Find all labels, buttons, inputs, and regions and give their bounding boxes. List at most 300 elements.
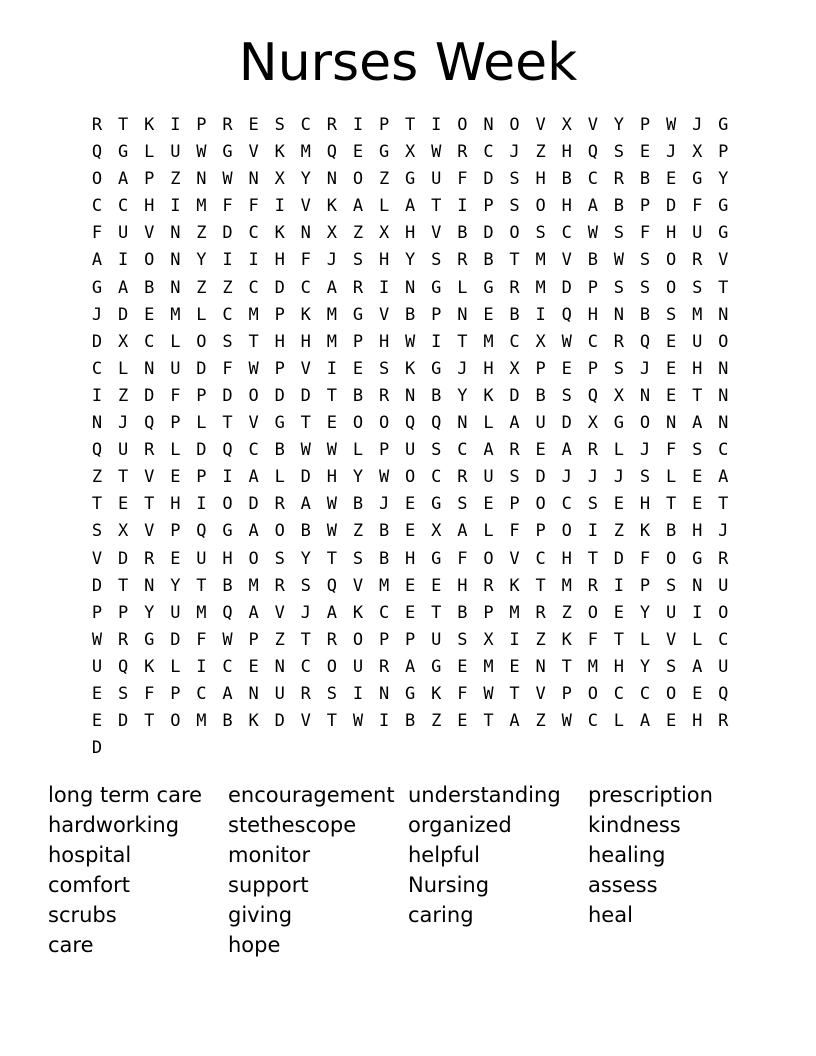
grid-letter[interactable]: J — [326, 250, 338, 271]
grid-letter[interactable]: P — [639, 115, 651, 135]
grid-letter[interactable]: D — [483, 223, 494, 244]
grid-letter[interactable]: I — [378, 277, 390, 298]
grid-letter[interactable]: I — [613, 575, 625, 596]
grid-letter[interactable]: J — [587, 467, 598, 488]
grid-letter[interactable]: B — [300, 521, 311, 542]
grid-letter[interactable]: A — [639, 711, 651, 732]
grid-letter[interactable]: L — [692, 629, 703, 650]
grid-letter[interactable]: O — [718, 331, 729, 352]
grid-letter[interactable]: C — [91, 196, 103, 217]
grid-letter[interactable]: J — [639, 440, 651, 461]
grid-letter[interactable]: I — [91, 385, 103, 406]
grid-letter[interactable]: J — [561, 467, 572, 488]
grid-letter[interactable]: O — [665, 548, 677, 569]
grid-letter[interactable]: Z — [222, 277, 233, 298]
grid-letter[interactable]: Q — [587, 142, 598, 163]
grid-letter[interactable]: E — [118, 494, 129, 515]
grid-letter[interactable]: N — [248, 169, 259, 190]
grid-letter[interactable]: D — [118, 304, 129, 325]
grid-letter[interactable]: G — [431, 358, 442, 379]
grid-letter[interactable]: E — [535, 440, 546, 461]
grid-letter[interactable]: L — [170, 331, 181, 352]
grid-letter[interactable]: X — [274, 169, 285, 190]
grid-letter[interactable]: I — [118, 250, 129, 271]
grid-letter[interactable]: W — [326, 494, 338, 515]
grid-letter[interactable]: V — [535, 683, 546, 704]
grid-letter[interactable]: P — [274, 304, 285, 325]
grid-letter[interactable]: I — [431, 331, 442, 352]
grid-letter[interactable]: I — [170, 196, 181, 217]
grid-letter[interactable]: R — [378, 656, 390, 677]
grid-letter[interactable]: B — [405, 711, 416, 732]
grid-letter[interactable]: U — [118, 440, 129, 461]
grid-letter[interactable]: L — [196, 413, 207, 434]
grid-letter[interactable]: W — [222, 169, 233, 190]
grid-letter[interactable]: C — [378, 602, 390, 623]
grid-letter[interactable]: G — [431, 548, 442, 569]
grid-letter[interactable]: P — [718, 142, 729, 163]
grid-letter[interactable]: X — [326, 223, 338, 244]
grid-letter[interactable]: K — [639, 521, 651, 542]
grid-letter[interactable]: S — [639, 277, 651, 298]
grid-letter[interactable]: A — [405, 196, 416, 217]
grid-letter[interactable]: J — [378, 494, 390, 515]
grid-letter[interactable]: D — [222, 223, 233, 244]
grid-letter[interactable]: G — [692, 169, 703, 190]
grid-letter[interactable]: W — [561, 711, 572, 732]
grid-letter[interactable]: D — [222, 385, 233, 406]
grid-letter[interactable]: G — [118, 142, 129, 163]
grid-letter[interactable]: R — [692, 250, 703, 271]
grid-letter[interactable]: E — [692, 494, 703, 515]
grid-letter[interactable]: H — [692, 711, 703, 732]
grid-letter[interactable]: F — [248, 196, 259, 217]
grid-letter[interactable]: C — [196, 683, 207, 704]
grid-letter[interactable]: T — [326, 711, 338, 732]
grid-letter[interactable]: X — [692, 142, 703, 163]
grid-letter[interactable]: F — [170, 385, 181, 406]
grid-letter[interactable]: B — [274, 440, 285, 461]
grid-letter[interactable]: D — [118, 548, 129, 569]
grid-letter[interactable]: T — [692, 385, 703, 406]
grid-letter[interactable]: M — [196, 196, 207, 217]
grid-letter[interactable]: G — [431, 494, 442, 515]
grid-letter[interactable]: C — [222, 304, 233, 325]
grid-letter[interactable]: T — [248, 331, 259, 352]
grid-letter[interactable]: S — [613, 358, 625, 379]
grid-letter[interactable]: R — [457, 142, 468, 163]
grid-letter[interactable]: N — [718, 358, 729, 379]
grid-letter[interactable]: E — [561, 358, 572, 379]
grid-letter[interactable]: N — [665, 413, 677, 434]
grid-letter[interactable]: D — [561, 277, 572, 298]
grid-letter[interactable]: B — [352, 494, 364, 515]
grid-letter[interactable]: T — [300, 629, 311, 650]
grid-letter[interactable]: Y — [352, 467, 364, 488]
grid-letter[interactable]: I — [170, 115, 181, 135]
grid-letter[interactable]: O — [326, 656, 338, 677]
grid-letter[interactable]: J — [118, 413, 129, 434]
grid-letter[interactable]: N — [300, 223, 311, 244]
grid-letter[interactable]: H — [613, 656, 625, 677]
grid-letter[interactable]: S — [352, 548, 364, 569]
grid-letter[interactable]: V — [248, 413, 259, 434]
grid-letter[interactable]: O — [248, 385, 259, 406]
grid-letter[interactable]: V — [300, 358, 311, 379]
grid-letter[interactable]: Z — [196, 277, 207, 298]
grid-letter[interactable]: U — [352, 656, 364, 677]
grid-letter[interactable]: C — [509, 331, 520, 352]
grid-letter[interactable]: E — [91, 683, 103, 704]
grid-letter[interactable]: L — [118, 358, 129, 379]
grid-letter[interactable]: M — [326, 331, 338, 352]
grid-letter[interactable]: M — [509, 602, 520, 623]
grid-letter[interactable]: P — [196, 385, 207, 406]
grid-letter[interactable]: P — [196, 467, 207, 488]
grid-letter[interactable]: E — [457, 711, 468, 732]
grid-letter[interactable]: M — [535, 250, 546, 271]
grid-letter[interactable]: A — [300, 494, 311, 515]
grid-letter[interactable]: O — [483, 548, 494, 569]
grid-letter[interactable]: T — [431, 602, 442, 623]
grid-letter[interactable]: L — [665, 467, 677, 488]
grid-letter[interactable]: G — [222, 142, 233, 163]
grid-letter[interactable]: A — [222, 683, 233, 704]
grid-letter[interactable]: E — [170, 548, 181, 569]
grid-letter[interactable]: S — [639, 467, 651, 488]
grid-letter[interactable]: E — [665, 331, 677, 352]
grid-letter[interactable]: K — [144, 115, 155, 135]
grid-letter[interactable]: L — [196, 304, 207, 325]
grid-letter[interactable]: H — [378, 250, 390, 271]
grid-letter[interactable]: W — [378, 467, 390, 488]
grid-letter[interactable]: A — [326, 277, 338, 298]
grid-letter[interactable]: Z — [535, 142, 546, 163]
grid-letter[interactable]: O — [405, 467, 416, 488]
grid-letter[interactable]: M — [587, 656, 598, 677]
grid-letter[interactable]: Z — [170, 169, 181, 190]
grid-letter[interactable]: D — [274, 277, 285, 298]
grid-letter[interactable]: B — [561, 169, 572, 190]
grid-letter[interactable]: H — [222, 548, 233, 569]
grid-letter[interactable]: V — [561, 250, 572, 271]
grid-letter[interactable]: T — [457, 331, 468, 352]
grid-letter[interactable]: R — [326, 115, 338, 135]
grid-letter[interactable]: A — [561, 440, 572, 461]
grid-letter[interactable]: E — [509, 656, 520, 677]
grid-letter[interactable]: A — [248, 521, 259, 542]
grid-letter[interactable]: T — [535, 575, 546, 596]
grid-letter[interactable]: K — [405, 358, 416, 379]
grid-letter[interactable]: O — [352, 413, 364, 434]
grid-letter[interactable]: S — [91, 521, 103, 542]
grid-letter[interactable]: L — [144, 142, 155, 163]
grid-letter[interactable]: W — [665, 115, 677, 135]
grid-letter[interactable]: C — [587, 331, 598, 352]
grid-letter[interactable]: V — [718, 250, 729, 271]
grid-letter[interactable]: E — [665, 385, 677, 406]
grid-letter[interactable]: N — [170, 277, 181, 298]
grid-letter[interactable]: U — [170, 142, 181, 163]
grid-letter[interactable]: E — [248, 656, 259, 677]
grid-letter[interactable]: N — [170, 223, 181, 244]
grid-letter[interactable]: U — [692, 223, 703, 244]
grid-letter[interactable]: C — [300, 115, 311, 135]
grid-letter[interactable]: I — [274, 196, 285, 217]
grid-letter[interactable]: D — [248, 494, 259, 515]
grid-letter[interactable]: B — [144, 277, 155, 298]
grid-letter[interactable]: W — [196, 142, 207, 163]
grid-letter[interactable]: T — [326, 548, 338, 569]
grid-letter[interactable]: G — [483, 277, 494, 298]
grid-letter[interactable]: A — [692, 413, 703, 434]
grid-letter[interactable]: P — [483, 196, 494, 217]
grid-letter[interactable]: N — [274, 656, 285, 677]
grid-letter[interactable]: I — [196, 656, 207, 677]
grid-letter[interactable]: H — [535, 169, 546, 190]
grid-letter[interactable]: X — [483, 629, 494, 650]
grid-letter[interactable]: J — [613, 467, 625, 488]
grid-letter[interactable]: P — [535, 358, 546, 379]
grid-letter[interactable]: U — [718, 656, 729, 677]
grid-letter[interactable]: U — [170, 358, 181, 379]
grid-letter[interactable]: J — [91, 304, 103, 325]
grid-letter[interactable]: N — [718, 304, 729, 325]
grid-letter[interactable]: C — [561, 494, 572, 515]
grid-letter[interactable]: C — [587, 711, 598, 732]
grid-letter[interactable]: B — [405, 304, 416, 325]
grid-letter[interactable]: V — [300, 711, 311, 732]
grid-letter[interactable]: I — [457, 196, 468, 217]
grid-letter[interactable]: L — [613, 711, 625, 732]
grid-letter[interactable]: J — [300, 602, 311, 623]
grid-letter[interactable]: C — [248, 223, 259, 244]
grid-letter[interactable]: W — [561, 331, 572, 352]
grid-letter[interactable]: O — [91, 169, 103, 190]
grid-letter[interactable]: C — [535, 548, 546, 569]
grid-letter[interactable]: P — [248, 629, 259, 650]
grid-letter[interactable]: X — [561, 115, 572, 135]
grid-letter[interactable]: E — [431, 575, 442, 596]
grid-letter[interactable]: Z — [431, 711, 442, 732]
grid-letter[interactable]: E — [665, 358, 677, 379]
grid-letter[interactable]: G — [378, 142, 390, 163]
grid-letter[interactable]: N — [692, 575, 703, 596]
grid-letter[interactable]: G — [718, 196, 729, 217]
grid-letter[interactable]: C — [587, 169, 598, 190]
grid-letter[interactable]: F — [457, 548, 468, 569]
grid-letter[interactable]: A — [509, 413, 520, 434]
grid-letter[interactable]: A — [457, 521, 468, 542]
grid-letter[interactable]: S — [222, 331, 233, 352]
grid-letter[interactable]: Q — [91, 440, 103, 461]
grid-letter[interactable]: R — [718, 711, 729, 732]
grid-letter[interactable]: T — [405, 115, 416, 135]
grid-letter[interactable]: R — [144, 440, 155, 461]
grid-letter[interactable]: X — [118, 521, 129, 542]
grid-letter[interactable]: R — [613, 331, 625, 352]
grid-letter[interactable]: Y — [457, 385, 468, 406]
grid-letter[interactable]: K — [352, 602, 364, 623]
grid-letter[interactable]: S — [457, 629, 468, 650]
grid-letter[interactable]: Z — [613, 521, 625, 542]
grid-letter[interactable]: R — [509, 277, 520, 298]
grid-letter[interactable]: O — [352, 169, 364, 190]
grid-letter[interactable]: D — [196, 358, 207, 379]
grid-letter[interactable]: J — [509, 142, 520, 163]
grid-letter[interactable]: S — [692, 440, 703, 461]
grid-letter[interactable]: H — [405, 223, 416, 244]
grid-letter[interactable]: C — [718, 440, 729, 461]
grid-letter[interactable]: N — [378, 683, 390, 704]
grid-letter[interactable]: E — [405, 521, 416, 542]
grid-letter[interactable]: R — [509, 440, 520, 461]
grid-letter[interactable]: K — [326, 196, 338, 217]
grid-letter[interactable]: E — [613, 494, 625, 515]
grid-letter[interactable]: Q — [639, 331, 651, 352]
grid-letter[interactable]: B — [378, 521, 390, 542]
grid-letter[interactable]: S — [509, 169, 520, 190]
grid-letter[interactable]: M — [300, 142, 311, 163]
grid-letter[interactable]: Y — [613, 115, 625, 135]
grid-letter[interactable]: Q — [91, 142, 103, 163]
grid-letter[interactable]: P — [196, 115, 207, 135]
grid-letter[interactable]: J — [692, 115, 703, 135]
grid-letter[interactable]: S — [665, 656, 677, 677]
grid-letter[interactable]: B — [352, 385, 364, 406]
grid-letter[interactable]: Q — [196, 521, 207, 542]
grid-letter[interactable]: Y — [639, 602, 651, 623]
grid-letter[interactable]: M — [561, 575, 572, 596]
grid-letter[interactable]: U — [118, 223, 129, 244]
grid-letter[interactable]: S — [300, 575, 311, 596]
grid-letter[interactable]: P — [378, 440, 390, 461]
grid-letter[interactable]: M — [196, 602, 207, 623]
grid-letter[interactable]: Q — [144, 413, 155, 434]
grid-letter[interactable]: U — [535, 413, 546, 434]
grid-letter[interactable]: H — [170, 494, 181, 515]
grid-letter[interactable]: T — [718, 277, 729, 298]
grid-letter[interactable]: Y — [170, 575, 181, 596]
grid-letter[interactable]: R — [457, 467, 468, 488]
grid-letter[interactable]: A — [326, 602, 338, 623]
grid-letter[interactable]: B — [587, 250, 598, 271]
grid-letter[interactable]: A — [692, 656, 703, 677]
grid-letter[interactable]: O — [274, 521, 285, 542]
grid-letter[interactable]: L — [639, 629, 651, 650]
grid-letter[interactable]: N — [535, 656, 546, 677]
grid-letter[interactable]: O — [535, 494, 546, 515]
grid-letter[interactable]: I — [587, 521, 598, 542]
grid-letter[interactable]: I — [248, 250, 259, 271]
grid-letter[interactable]: X — [118, 331, 129, 352]
grid-letter[interactable]: L — [613, 440, 625, 461]
grid-letter[interactable]: T — [587, 548, 598, 569]
grid-letter[interactable]: E — [91, 711, 103, 732]
grid-letter[interactable]: K — [483, 385, 494, 406]
grid-letter[interactable]: P — [170, 521, 181, 542]
grid-letter[interactable]: O — [509, 223, 520, 244]
grid-letter[interactable]: D — [91, 738, 103, 759]
grid-letter[interactable]: W — [248, 358, 259, 379]
grid-letter[interactable]: P — [378, 115, 390, 135]
grid-letter[interactable]: V — [665, 629, 677, 650]
grid-letter[interactable]: T — [561, 656, 572, 677]
grid-letter[interactable]: I — [378, 711, 390, 732]
grid-letter[interactable]: G — [431, 656, 442, 677]
grid-letter[interactable]: Q — [222, 602, 233, 623]
grid-letter[interactable]: L — [170, 440, 181, 461]
grid-letter[interactable]: G — [144, 629, 155, 650]
grid-letter[interactable]: T — [300, 413, 311, 434]
grid-letter[interactable]: O — [587, 602, 598, 623]
grid-letter[interactable]: X — [378, 223, 390, 244]
grid-letter[interactable]: W — [300, 440, 311, 461]
grid-letter[interactable]: N — [248, 683, 259, 704]
grid-letter[interactable]: K — [509, 575, 520, 596]
grid-letter[interactable]: O — [352, 629, 364, 650]
grid-letter[interactable]: V — [431, 223, 442, 244]
grid-letter[interactable]: G — [718, 115, 729, 135]
grid-letter[interactable]: Q — [118, 656, 129, 677]
grid-letter[interactable]: B — [639, 304, 651, 325]
grid-letter[interactable]: D — [483, 169, 494, 190]
grid-letter[interactable]: H — [274, 250, 285, 271]
grid-letter[interactable]: X — [613, 385, 625, 406]
grid-letter[interactable]: T — [118, 575, 129, 596]
grid-letter[interactable]: X — [509, 358, 520, 379]
grid-letter[interactable]: C — [118, 196, 129, 217]
grid-letter[interactable]: M — [248, 304, 259, 325]
grid-letter[interactable]: U — [718, 575, 729, 596]
grid-letter[interactable]: G — [613, 413, 625, 434]
grid-letter[interactable]: F — [692, 196, 703, 217]
grid-letter[interactable]: R — [587, 440, 598, 461]
grid-letter[interactable]: O — [587, 683, 598, 704]
grid-letter[interactable]: L — [170, 656, 181, 677]
grid-letter[interactable]: E — [639, 142, 651, 163]
grid-letter[interactable]: A — [405, 656, 416, 677]
grid-letter[interactable]: J — [457, 358, 468, 379]
grid-letter[interactable]: K — [274, 223, 285, 244]
grid-letter[interactable]: S — [665, 575, 677, 596]
grid-letter[interactable]: D — [91, 331, 103, 352]
grid-letter[interactable]: Y — [405, 250, 416, 271]
grid-letter[interactable]: I — [196, 494, 207, 515]
grid-letter[interactable]: V — [535, 115, 546, 135]
grid-letter[interactable]: P — [561, 683, 572, 704]
grid-letter[interactable]: I — [222, 250, 233, 271]
grid-letter[interactable]: O — [535, 196, 546, 217]
grid-letter[interactable]: Q — [561, 304, 572, 325]
grid-letter[interactable]: H — [378, 331, 390, 352]
grid-letter[interactable]: O — [248, 548, 259, 569]
grid-letter[interactable]: Z — [535, 711, 546, 732]
grid-letter[interactable]: E — [248, 115, 259, 135]
grid-letter[interactable]: B — [378, 548, 390, 569]
grid-letter[interactable]: I — [692, 602, 703, 623]
grid-letter[interactable]: V — [509, 548, 520, 569]
grid-letter[interactable]: S — [378, 358, 390, 379]
grid-letter[interactable]: E — [326, 413, 338, 434]
grid-letter[interactable]: C — [300, 277, 311, 298]
grid-letter[interactable]: M — [378, 575, 390, 596]
grid-letter[interactable]: R — [378, 385, 390, 406]
grid-letter[interactable]: C — [248, 440, 259, 461]
grid-letter[interactable]: F — [144, 683, 155, 704]
grid-letter[interactable]: K — [431, 683, 442, 704]
grid-letter[interactable]: R — [587, 575, 598, 596]
